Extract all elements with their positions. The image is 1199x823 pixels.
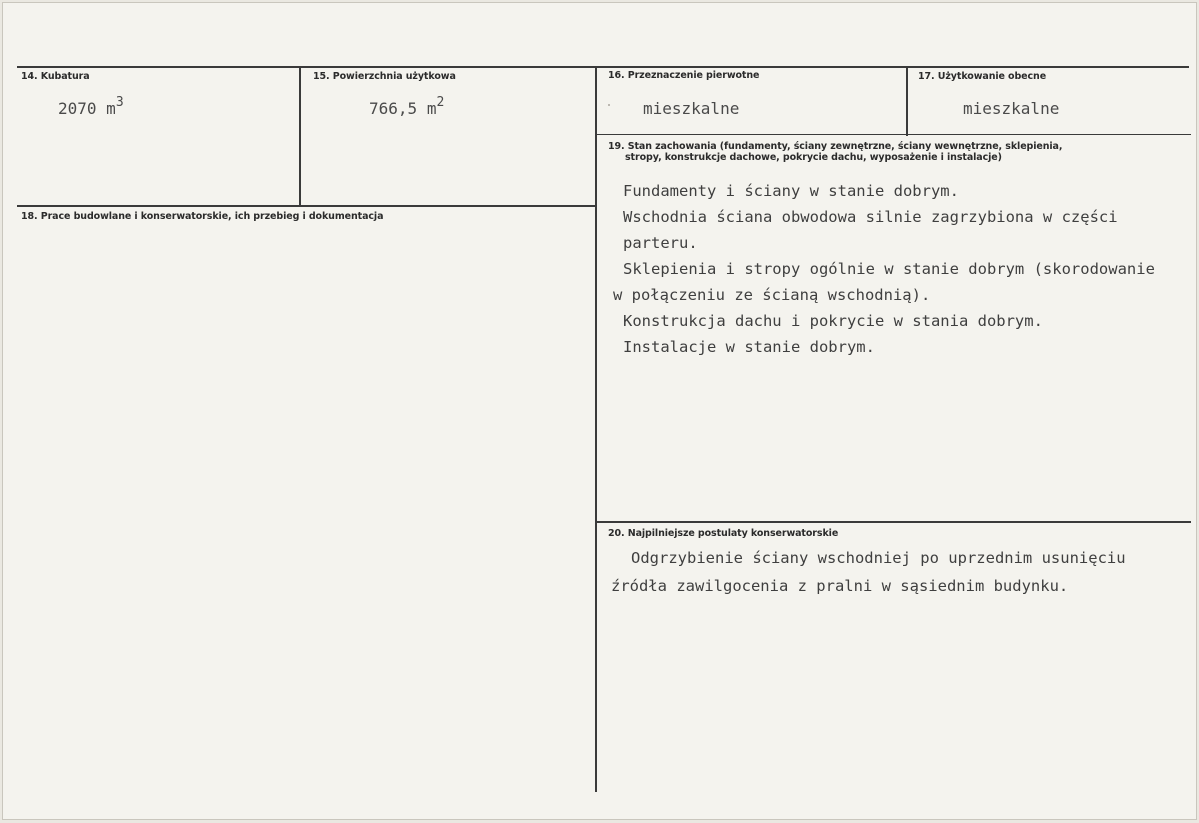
area-unit: m bbox=[426, 99, 437, 118]
kubatura-number: 2070 bbox=[58, 99, 97, 118]
kubatura-unit: m bbox=[106, 99, 116, 118]
postulate-line: źródła zawilgocenia z pralni w sąsiednim budynku. bbox=[611, 577, 1069, 595]
field-19-label-line1: 19. Stan zachowania (fundamenty, ściany zewnętrzne, ściany wewnętrzne, sklepienia, bbox=[608, 141, 1063, 152]
condition-line: Fundamenty i ściany w stanie dobrym. bbox=[623, 182, 959, 200]
condition-line: w połączeniu ze ścianą wschodnią). bbox=[613, 286, 931, 304]
field-19-text bbox=[611, 178, 1155, 360]
divider-14-15 bbox=[299, 66, 301, 206]
field-20-label: 20. Najpilniejsze postulaty konserwatorskie bbox=[608, 528, 839, 539]
condition-line: Konstrukcja dachu i pokrycie w stania dobrym. bbox=[623, 312, 1043, 330]
field-15-value bbox=[369, 95, 445, 118]
kubatura-unit-exponent: 3 bbox=[115, 95, 124, 110]
condition-line: Wschodnia ściana obwodowa silnie zagrzybiona w części bbox=[623, 208, 1118, 226]
field-19-label-line2: stropy, konstrukcje dachowe, pokrycie dachu, wyposażenie i instalacje) bbox=[625, 152, 1002, 163]
postulate-line: Odgrzybienie ściany wschodniej po uprzednim usunięciu bbox=[631, 549, 1126, 567]
condition-line: parteru. bbox=[623, 234, 698, 252]
field-18-label: 18. Prace budowlane i konserwatorskie, ich przebieg i dokumentacja bbox=[21, 211, 384, 222]
field-17-label: 17. Użytkowanie obecne bbox=[918, 71, 1047, 82]
record-card bbox=[2, 2, 1197, 820]
field-14-value bbox=[58, 95, 124, 118]
area-number: 766,5 bbox=[369, 99, 418, 118]
field-16-label: 16. Przeznaczenie pierwotne bbox=[608, 70, 760, 81]
top-rule bbox=[17, 66, 1189, 68]
rule-right-upper bbox=[595, 134, 1191, 135]
area-unit-exponent: 2 bbox=[436, 95, 445, 110]
condition-line: Sklepienia i stropy ogólnie w stanie dobrym (skorodowanie bbox=[623, 260, 1155, 278]
field-17-value: mieszkalne bbox=[963, 99, 1060, 118]
field-16-value: mieszkalne bbox=[643, 99, 740, 118]
ink-dot bbox=[608, 104, 610, 106]
rule-right-lower bbox=[595, 521, 1191, 523]
field-14-label: 14. Kubatura bbox=[21, 71, 90, 82]
divider-main bbox=[595, 66, 597, 792]
divider-16-17 bbox=[906, 66, 908, 136]
field-20-text bbox=[611, 544, 1126, 600]
field-15-label: 15. Powierzchnia użytkowa bbox=[313, 71, 456, 82]
condition-line: Instalacje w stanie dobrym. bbox=[623, 338, 875, 356]
rule-left-mid bbox=[17, 205, 596, 207]
